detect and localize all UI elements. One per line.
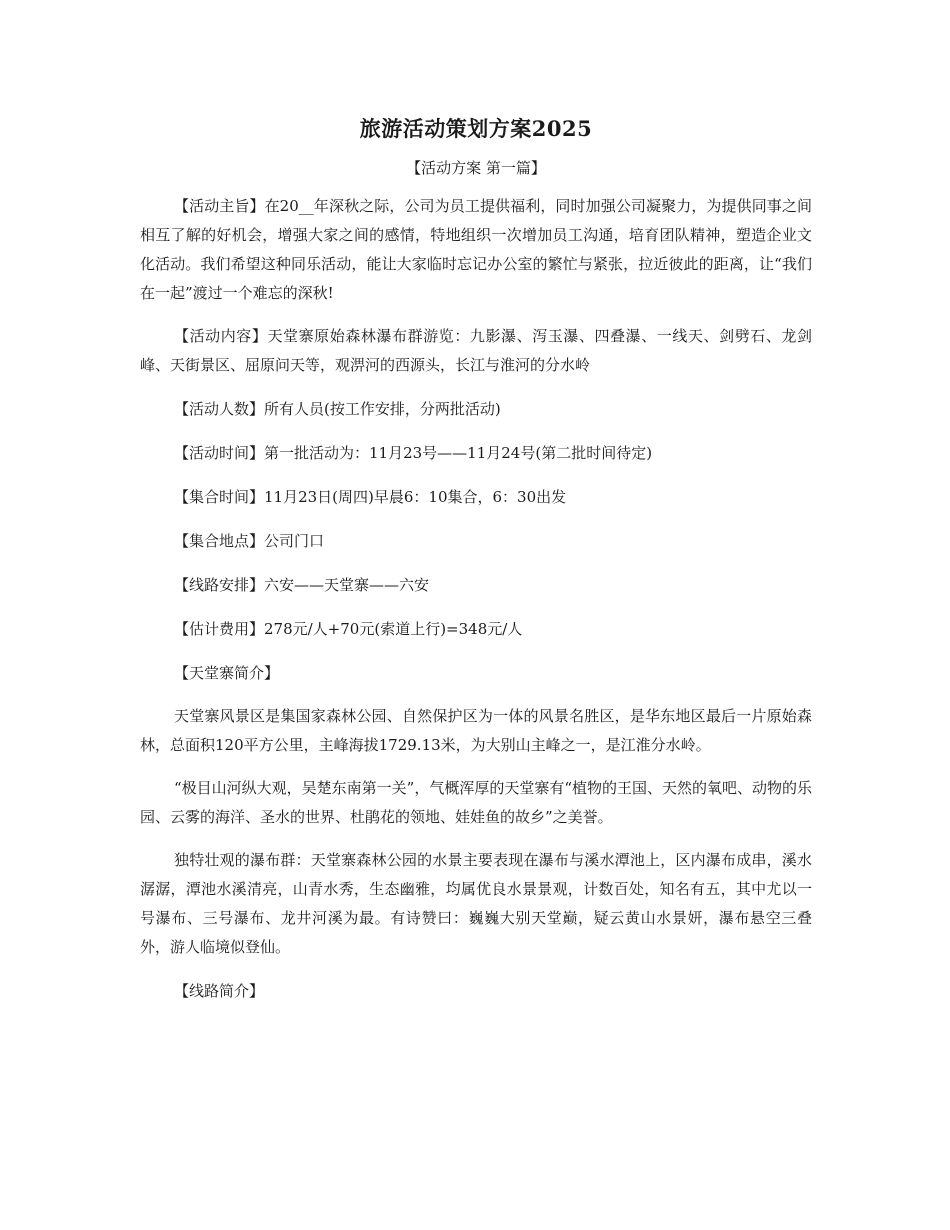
paragraph-activity-time: 【活动时间】第一批活动为：11月23号——11月24号(第二批时间待定) <box>174 444 653 462</box>
section-heading-route-intro: 【线路简介】 <box>174 982 265 1000</box>
document-title: 旅游活动策划方案2025 <box>359 116 593 141</box>
paragraph-participants: 【活动人数】所有人员(按工作安排，分两批活动) <box>174 400 501 418</box>
paragraph-route: 【线路安排】六安——天堂寨——六安 <box>174 576 430 594</box>
paragraph-gathering-time: 【集合时间】11月23日(周四)早晨6：10集合，6：30出发 <box>174 488 567 506</box>
paragraph-cost: 【估计费用】278元/人+70元(索道上行)=348元/人 <box>174 620 523 638</box>
paragraph-activity-purpose: 【活动主旨】在20__年深秋之际，公司为员工提供福利，同时加强公司凝聚力，为提供同事之间相互了解的好机会，增强大家之间的感情，特地组织一次增加员工沟通，培育团队精神，塑造企业文化活动。我们希望这种同乐活动，能让大家临时忘记办公室的繁忙与紧张，拉近彼此的距离，让“我们在一起”渡过一个难忘的深秋! <box>140 197 812 302</box>
paragraph-activity-content: 【活动内容】天堂寨原始森林瀑布群游览：九影瀑、泻玉瀑、四叠瀑、一线天、剑劈石、龙剑峰、天街景区、屈原问天等，观淠河的西源头，长江与淮河的分水岭 <box>140 327 812 374</box>
paragraph-tiantangzhai-praise: “极目山河纵大观，吴楚东南第一关”，气概浑厚的天堂寨有“植物的王国、天然的氧吧、动物的乐园、云雾的海洋、圣水的世界、杜鹃花的领地、娃娃鱼的故乡”之美誉。 <box>140 779 813 826</box>
paragraph-tiantangzhai-overview: 天堂寨风景区是集国家森林公园、自然保护区为一体的风景名胜区，是华东地区最后一片原始森林，总面积120平方公里，主峰海拔1729.13米，为大别山主峰之一，是江淮分水岭。 <box>140 707 812 754</box>
section-heading-tiantangzhai-intro: 【天堂寨简介】 <box>174 664 280 682</box>
document-page <box>140 110 812 1006</box>
paragraph-waterfalls: 独特壮观的瀑布群：天堂寨森林公园的水景主要表现在瀑布与溪水潭池上，区内瀑布成串，溪水潺潺，潭池水溪清亮，山青水秀，生态幽雅，均属优良水景景观，计数百处，知名有五，其中尤以一号瀑布、三号瀑布、龙井河溪为最。有诗赞曰：巍巍大别天堂巅，疑云黄山水景妍，瀑布悬空三叠外，游人临境似登仙。 <box>140 851 812 956</box>
paragraph-gathering-place: 【集合地点】公司门口 <box>174 532 325 550</box>
document-subtitle: 【活动方案 第一篇】 <box>406 159 546 177</box>
